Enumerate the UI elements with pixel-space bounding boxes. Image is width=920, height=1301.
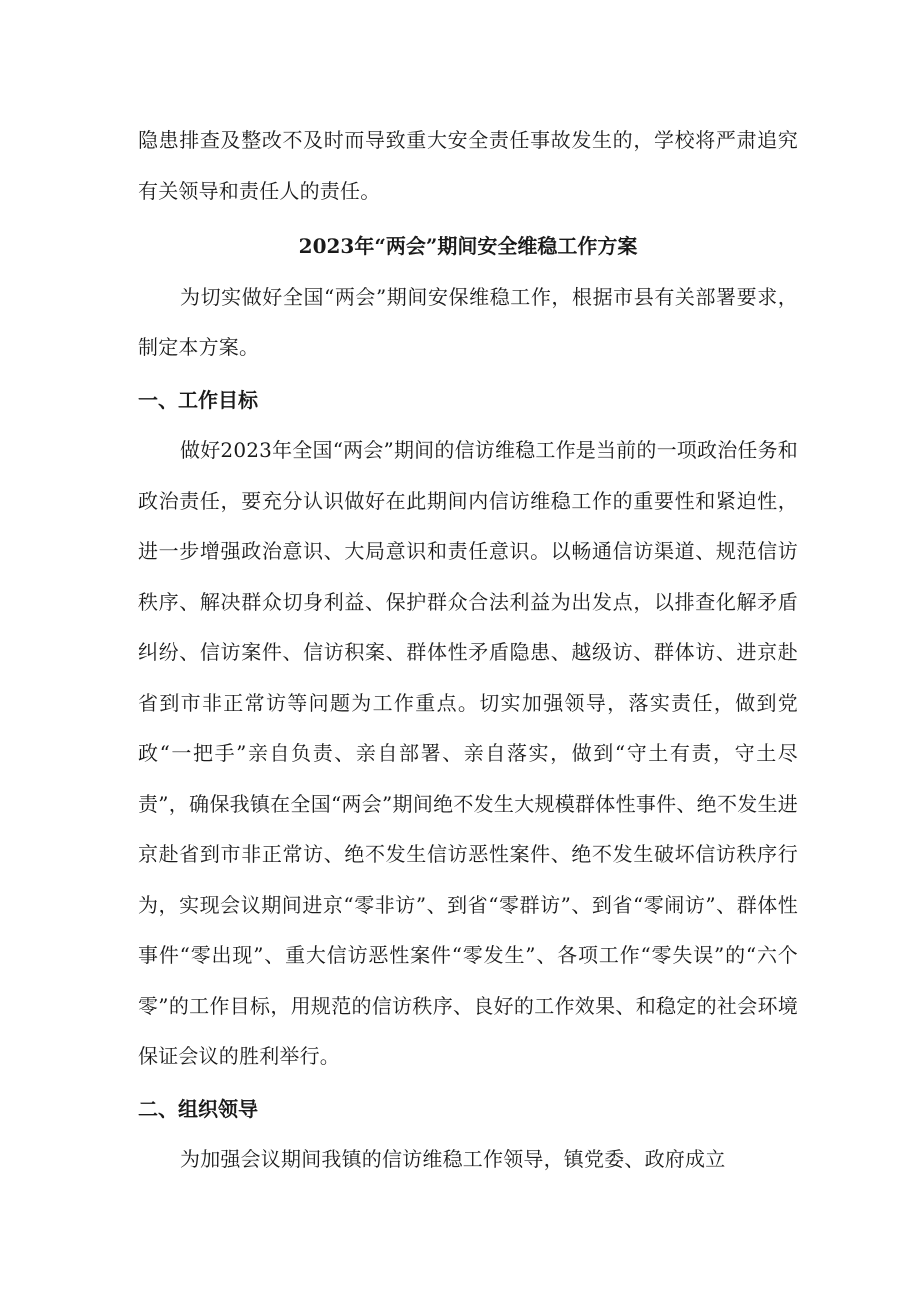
section-heading-organization: 二、组织领导	[138, 1096, 258, 1121]
section-body-goals: 做好2023年全国“两会”期间的信访维稳工作是当前的一项政治任务和政治责任，要充分认识做好在此期间内信访维稳工作的重要性和紧迫性，进一步增强政治意识、大局意识和责任意识。以畅通信访渠道、规范信访秩序、解决群众切身利益、保护群众合法利益为出发点，以排查化解矛盾纠纷、信访案件、信访积案、群体性矛盾隐患、越级访、群体访、进京赴省到市非正常访等问题为工作重点。切实加强领导，落实责任，做到党政“一把手”亲自负责、亲自部署、亲自落实，做到“守土有责，守土尽责”，确保我镇在全国“两会”期间绝不发生大规模群体性事件、绝不发生进京赴省到市非正常访、绝不发生信访恶性案件、绝不发生破坏信访秩序行为，实现会议期间进京“零非访”、到省“零群访”、到省“零闹访”、群体性事件“零出现”、重大信访恶性案件“零发生”、各项工作“零失误”的“六个零”的工作目标，用规范的信访秩序、良好的工作效果、和稳定的社会环境保证会议的胜利举行。	[138, 438, 798, 1068]
section-heading-goals: 一、工作目标	[138, 387, 258, 412]
spacer	[138, 216, 798, 220]
document-body	[138, 115, 798, 1185]
section-body-organization: 为加强会议期间我镇的信访维稳工作领导，镇党委、政府成立	[180, 1147, 726, 1171]
preface-paragraph: 为切实做好全国“两会”期间安保维稳工作，根据市县有关部署要求，制定本方案。	[138, 284, 798, 359]
document-title: 2023年“两会”期间安全维稳工作方案	[298, 234, 638, 258]
intro-paragraph: 隐患排查及整改不及时而导致重大安全责任事故发生的，学校将严肃追究有关领导和责任人的责任。	[138, 128, 798, 203]
